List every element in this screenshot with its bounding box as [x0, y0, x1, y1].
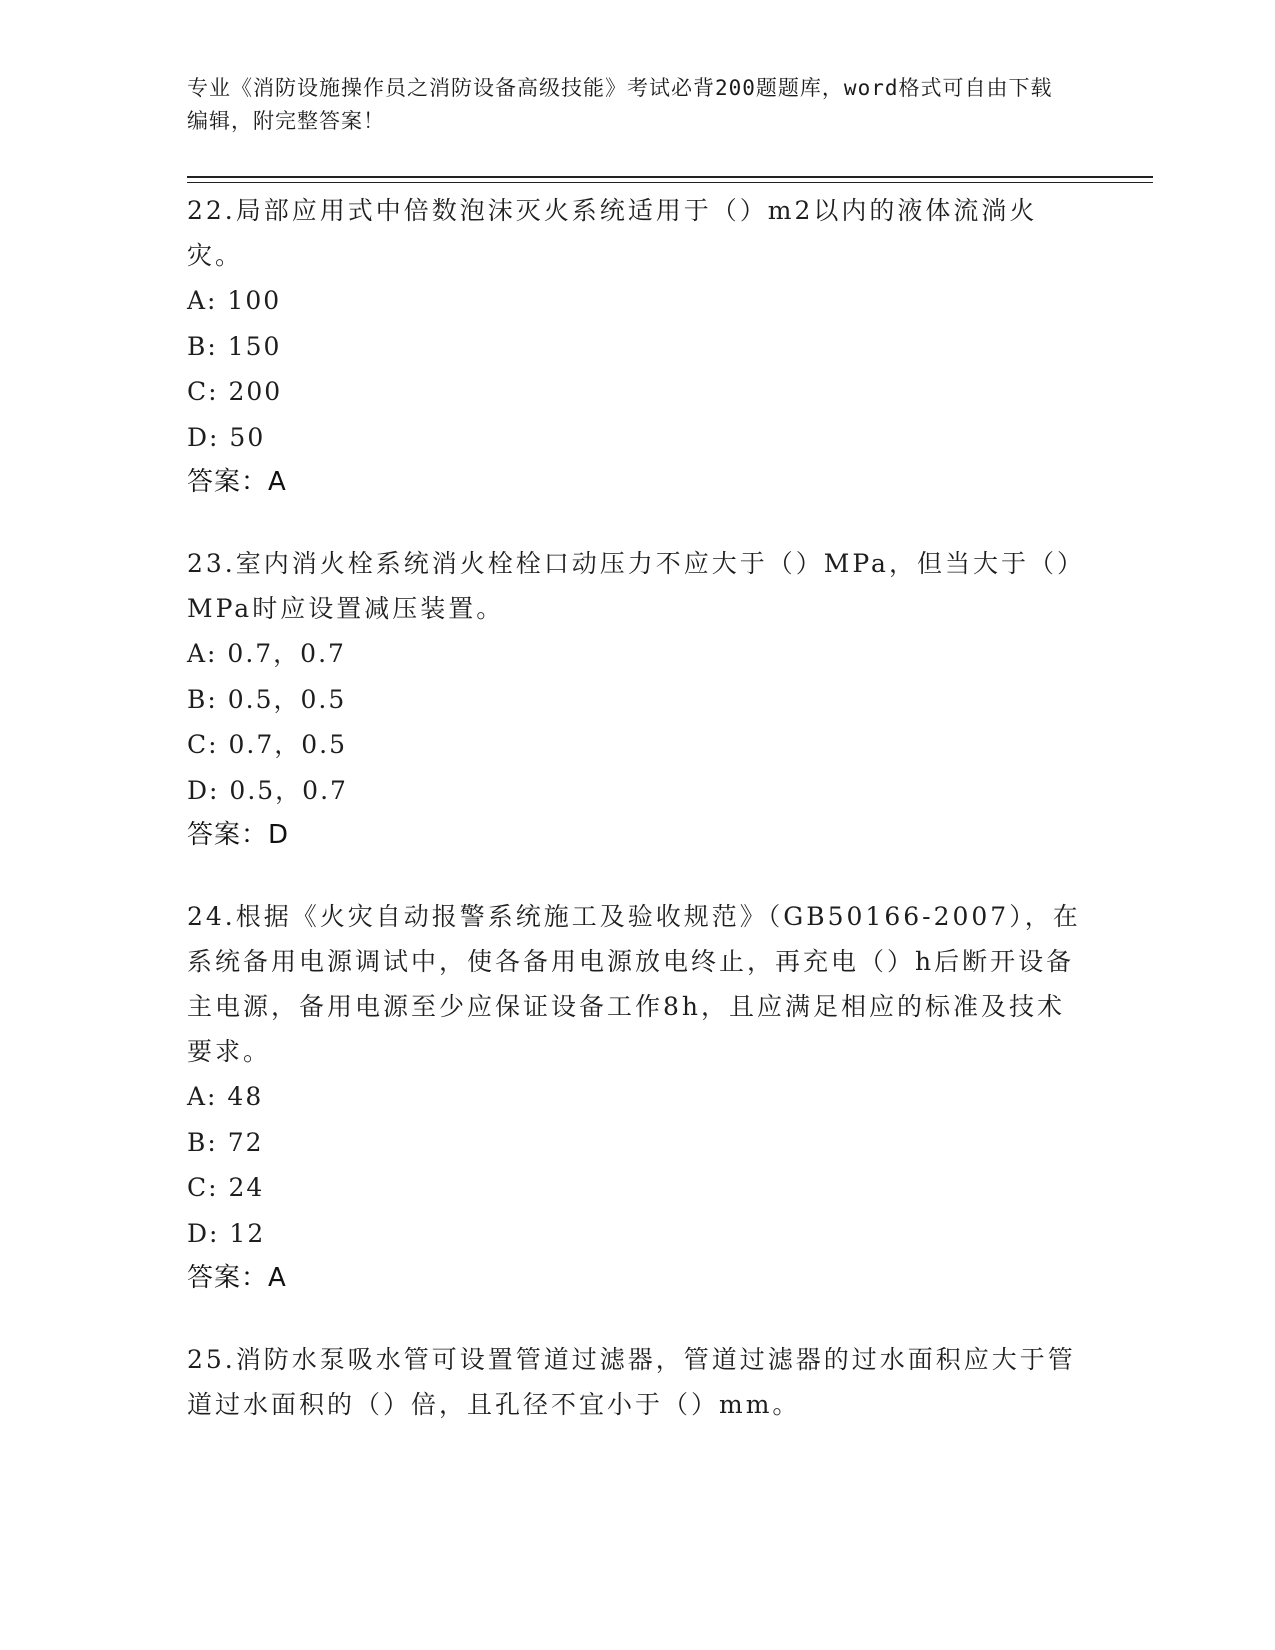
option-a: A: 100 [187, 286, 282, 315]
answer-label: 答案：A [187, 1263, 287, 1293]
option-b: B: 72 [187, 1127, 264, 1157]
answer-label: 答案：A [187, 467, 287, 497]
option-d: D: 50 [187, 422, 266, 452]
option-a: A: 0.7，0.7 [187, 639, 346, 668]
answer-label: 答案：D [187, 820, 290, 850]
question-stem: 24.根据《火灾自动报警系统施工及验收规范》（GB50166-2007），在系统备用电源调试中，使各备用电源放电终止，再充电（）h后断开设备主电源，备用电源至少应保证设备工作8h，且应满足相应的标准及技术要求。 [187, 902, 1081, 1066]
option-b: B: 0.5，0.5 [187, 684, 347, 714]
question-stem: 25.消防水泵吸水管可设置管道过滤器，管道过滤器的过水面积应大于管道过水面积的（）倍，且孔径不宜小于（）mm。 [187, 1345, 1076, 1419]
option-c: C: 200 [187, 377, 283, 406]
option-b: B: 150 [187, 331, 282, 361]
header-rule-thick [187, 176, 1153, 178]
option-d: D: 0.5，0.7 [187, 775, 348, 805]
document-header: 专业《消防设施操作员之消防设备高级技能》考试必背200题题库，word格式可自由下载编辑，附完整答案！ [187, 76, 1053, 133]
option-c: C: 24 [187, 1173, 265, 1202]
question-24 [187, 894, 1087, 1301]
header-rule-thin [187, 182, 1153, 183]
question-stem: 23.室内消火栓系统消火栓栓口动压力不应大于（）MPa，但当大于（）MPa时应设置减压装置。 [187, 549, 1085, 623]
question-22 [187, 188, 1087, 505]
option-a: A: 48 [187, 1082, 264, 1111]
option-d: D: 12 [187, 1218, 266, 1248]
question-25 [187, 1337, 1087, 1427]
question-23 [187, 541, 1087, 858]
question-list [187, 188, 1087, 1463]
option-c: C: 0.7，0.5 [187, 730, 348, 759]
question-stem: 22.局部应用式中倍数泡沫灭火系统适用于（）m2以内的液体流淌火灾。 [187, 196, 1038, 270]
